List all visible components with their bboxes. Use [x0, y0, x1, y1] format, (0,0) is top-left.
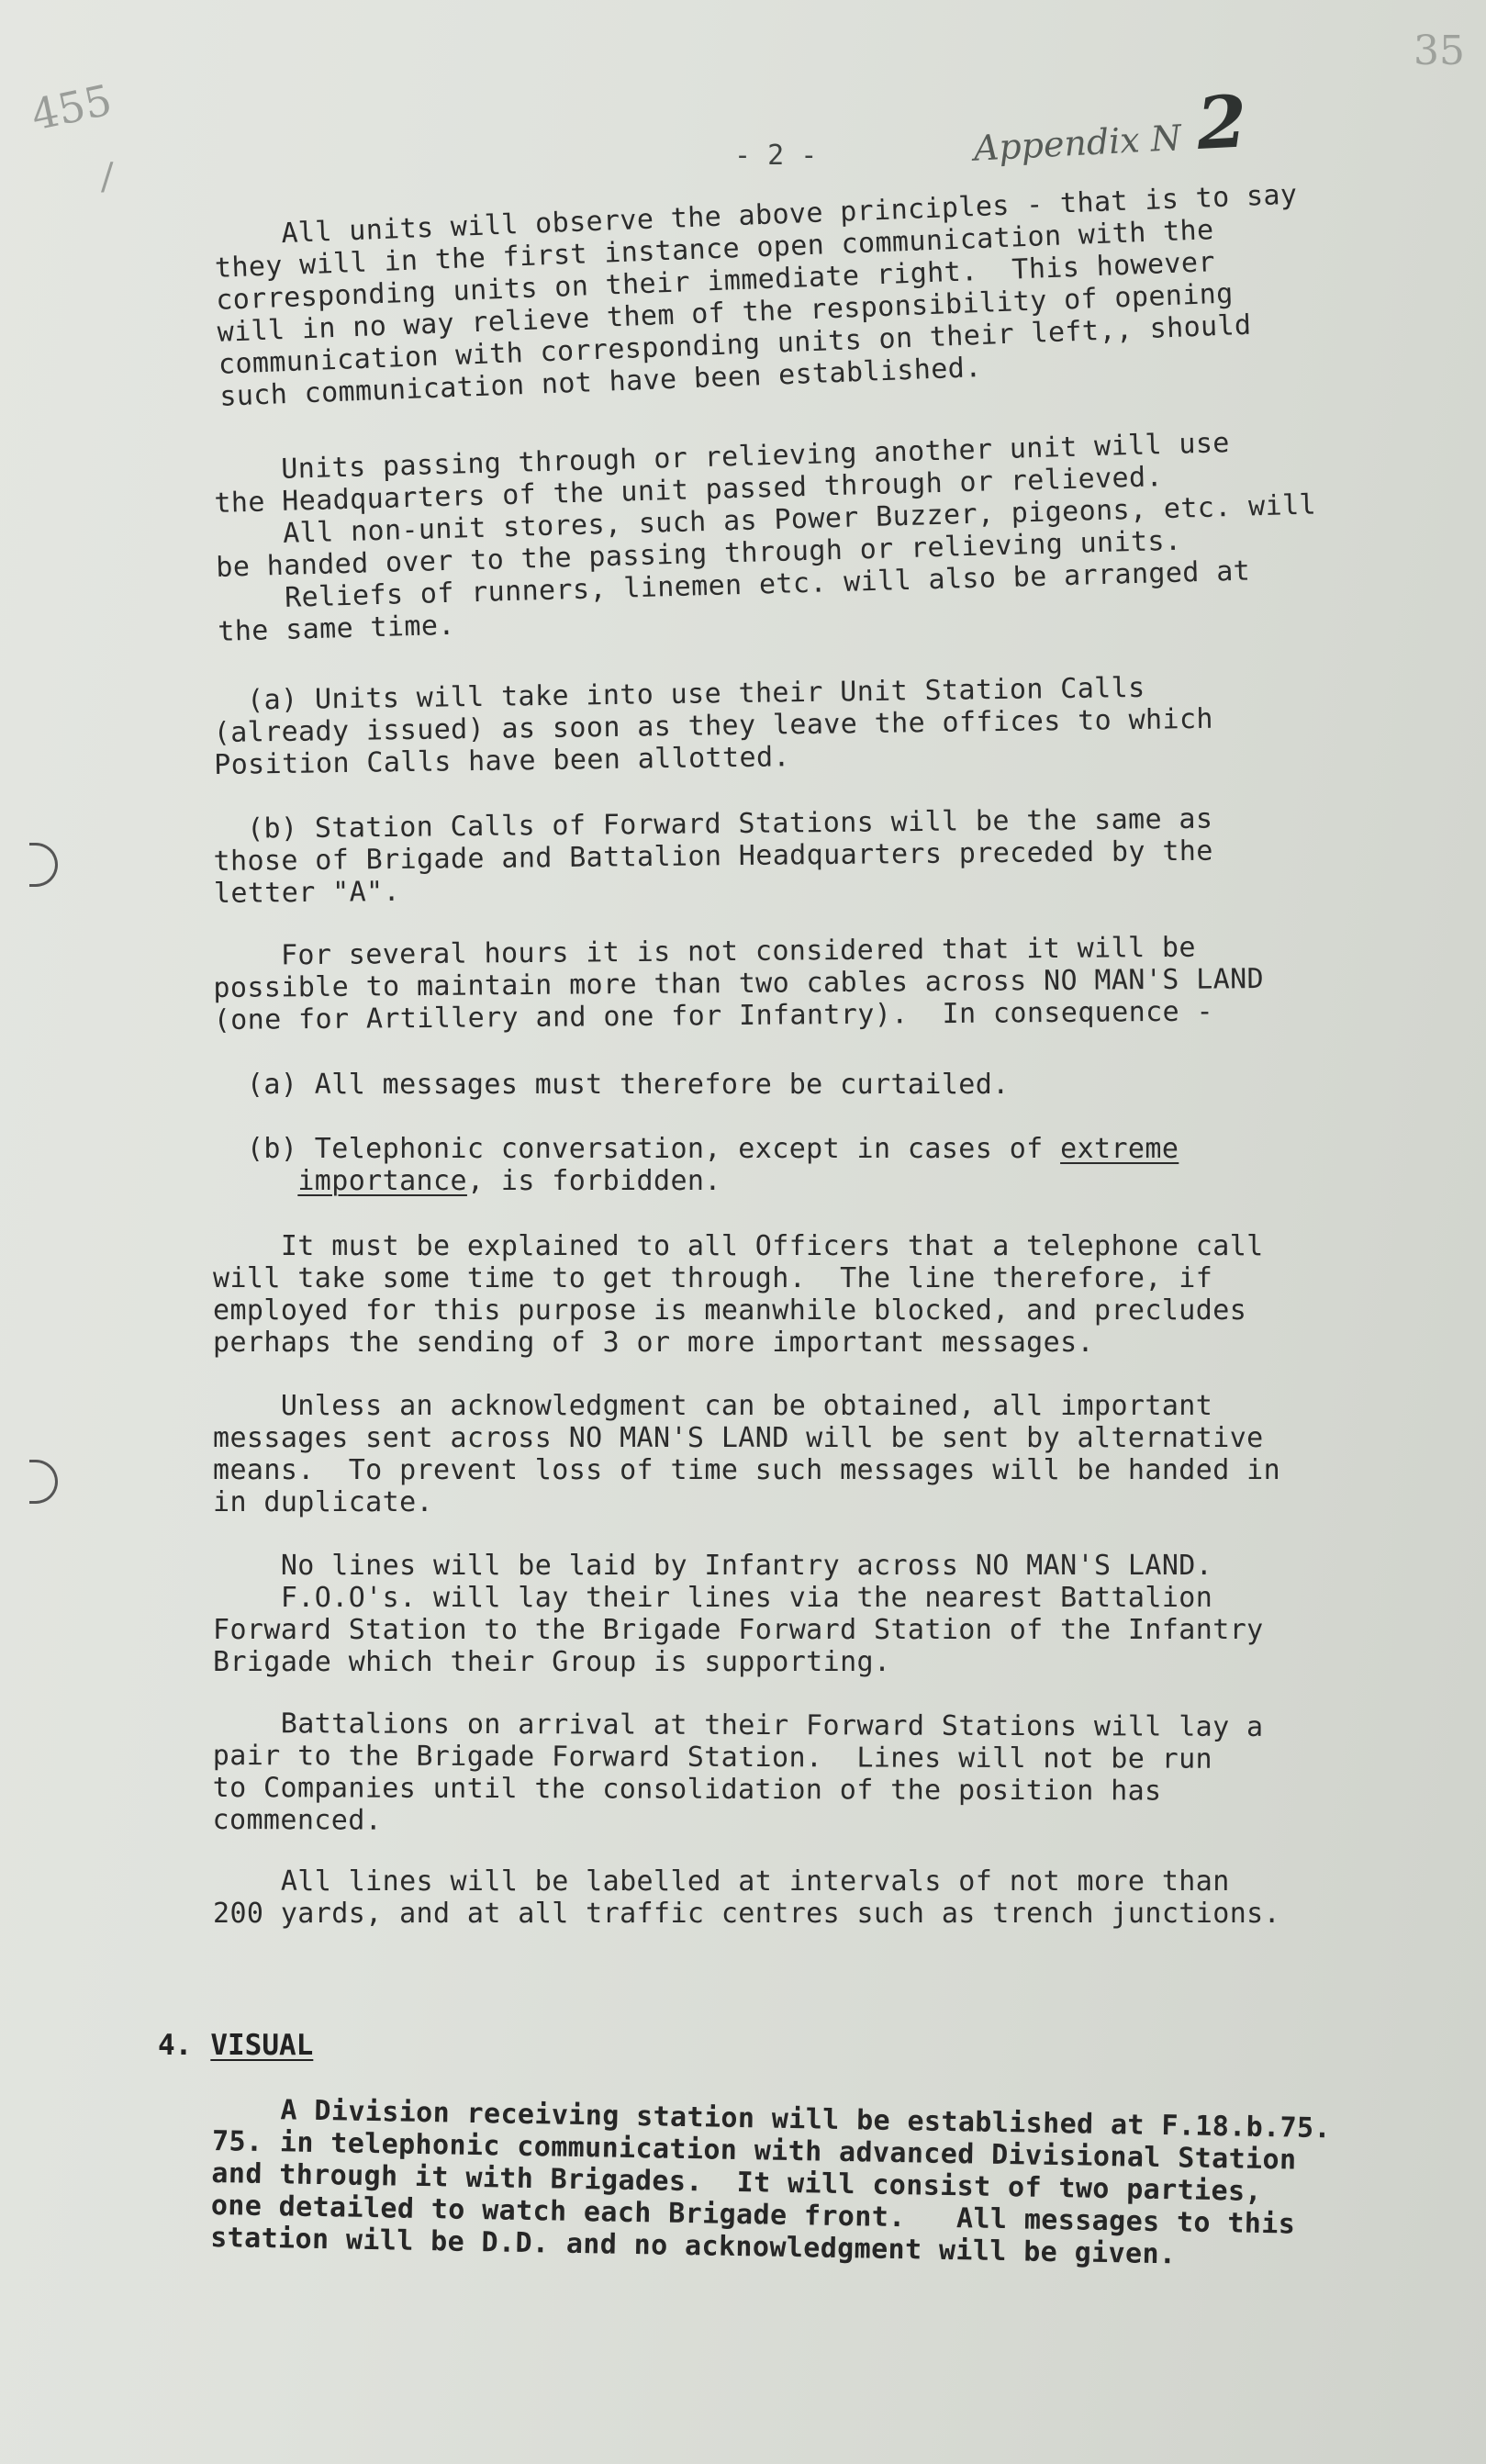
paragraph-acknowledgment: Unless an acknowledgment can be obtained, all important messages sent across NO MAN'S LAND will be sent by alternative means. To prevent loss of time such messages will be handed in in duplicate.: [213, 1390, 1281, 1518]
paragraph-messages-curtailed: (a) All messages must therefore be curtailed.: [213, 1069, 1010, 1101]
pencil-folio-number: 455: [27, 74, 117, 140]
underlined-word-extreme: extreme: [1060, 1133, 1179, 1165]
paragraph-text: (b) Telephonic conversation, except in cases of: [213, 1133, 1061, 1165]
underlined-word-importance: importance: [297, 1165, 467, 1197]
paragraph-telephone-call: It must be explained to all Officers that a telephone call will take some time to get through. The line therefore, if employed for this purpose is meanwhile blocked, and precludes perhaps the sending of 3 or more important messages.: [213, 1230, 1264, 1359]
paragraph-lines-labelled: All lines will be labelled at intervals of not more than 200 yards, and at all traffic centres such as trench junctions.: [213, 1865, 1281, 1930]
punch-hole: [29, 1460, 58, 1504]
pencil-page-number: 35: [1413, 28, 1465, 74]
paragraph-unit-station-calls: (a) Units will take into use their Unit Station Calls (already issued) as soon as they leave the offices to which Position Calls have been allotted.: [213, 671, 1214, 781]
line-break: [213, 1165, 297, 1197]
section-number: 4.: [158, 2029, 193, 2062]
paragraph-observe-principles: All units will observe the above principles - that is to say they will in the first instance open communication with the corresponding units on their immediate right. This however will in no way relieve them of the responsibility of opening communication with corresponding units on their left,, should such communication not have been established.: [213, 178, 1299, 413]
paragraph-forward-station-calls: (b) Station Calls of Forward Stations will be the same as those of Brigade and Battalion Headquarters preceded by the letter "A".: [213, 802, 1213, 910]
section-title: VISUAL: [210, 2029, 314, 2062]
paragraph-battalions-arrival: Battalions on arrival at their Forward Stations will lay a pair to the Brigade Forward Station. Lines will not be run to Companies until the consolidation of the position has commenced.: [212, 1708, 1264, 1837]
pencil-mark: /: [101, 156, 114, 198]
paragraph-telephonic-conversation: [213, 1133, 1425, 1197]
punch-hole: [29, 843, 58, 887]
paragraph-cables-no-mans-land: For several hours it is not considered that it will be possible to maintain more than two cables across NO MAN'S LAND (one for Artillery and one for Infantry). In consequence -: [213, 931, 1265, 1036]
paragraph-division-receiving-station: A Division receiving station will be established at F.18.b.75. 75. in telephonic communication with advanced Divisional Station and through it with Brigades. It will consist of two parties, one detailed to watch each Brigade front. All messages to this station will be D.D. and no acknowledgment will be given.: [209, 2093, 1332, 2271]
paragraph-lines-laid: No lines will be laid by Infantry across NO MAN'S LAND. F.O.O's. will lay their lines via the nearest Battalion Forward Station to the Brigade Forward Station of the Infantry Brigade which their Group is supporting.: [213, 1550, 1264, 1678]
page-number: - 2 -: [734, 140, 818, 172]
appendix-heading: [971, 80, 1249, 178]
paragraph-units-passing-through: Units passing through or relieving another unit will use the Headquarters of the unit passed through or relieved. All non-unit stores, such as Power Buzzer, pigeons, etc. will be handed over to the passing through or relieving units. Reliefs of runners, linemen etc. will also be arranged at the same time.: [213, 427, 1317, 648]
section-heading-visual: [158, 2029, 313, 2062]
appendix-number: 2: [1194, 80, 1249, 166]
appendix-label: Appendix N: [972, 117, 1183, 169]
paragraph-text: , is forbidden.: [466, 1165, 721, 1197]
